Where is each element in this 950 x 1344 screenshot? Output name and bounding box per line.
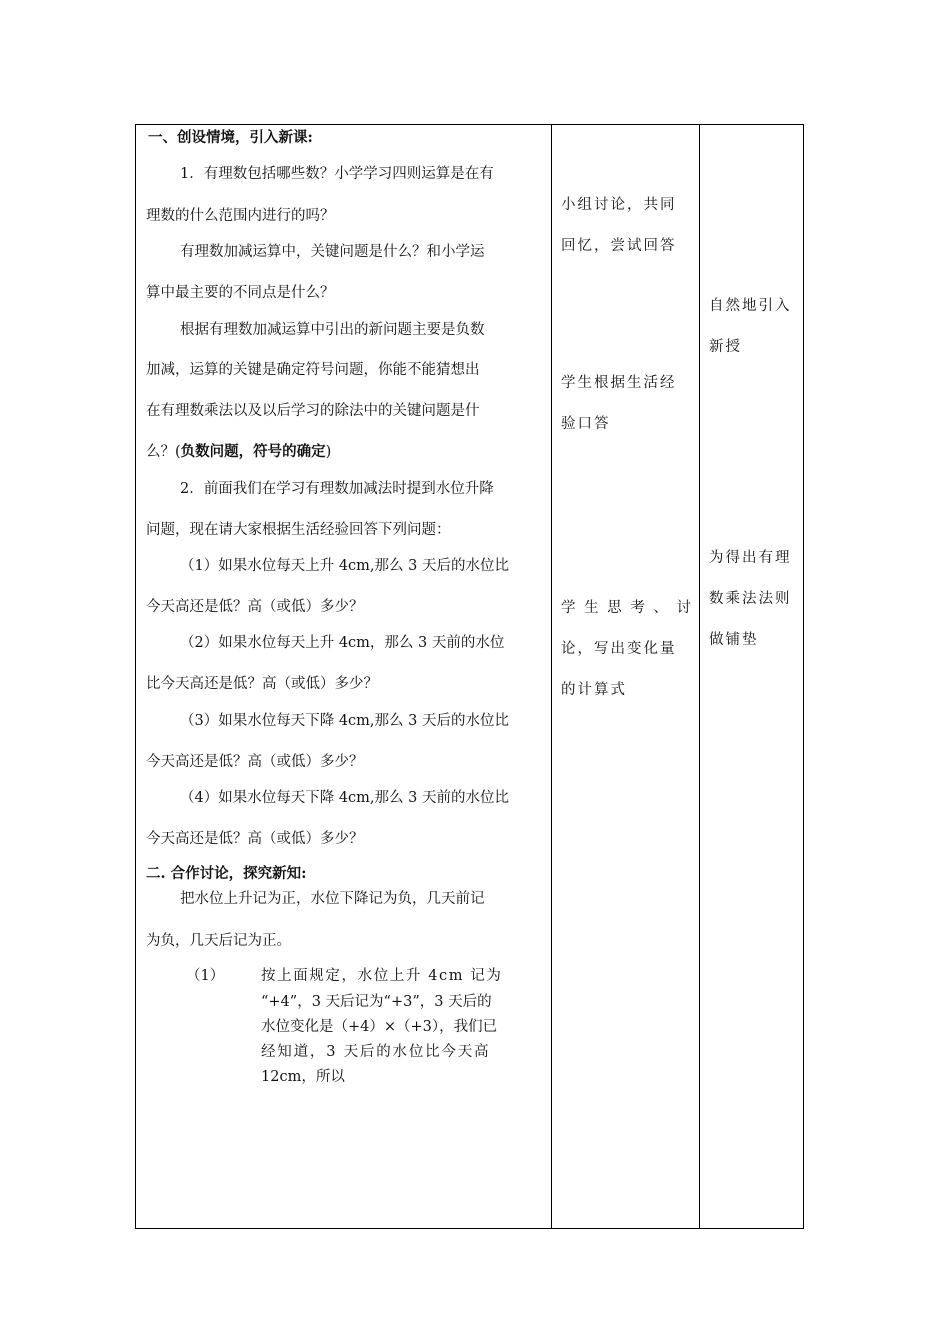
paragraph-3-line-1: 根据有理数加减运算中引出的新问题主要是负数 (180, 322, 485, 338)
paragraph-2-line-2: 算中最主要的不同点是什么？ (146, 285, 335, 301)
activity-1-line-1: 小组讨论，共同 (561, 197, 677, 213)
note-2-line-1: 为得出有理 (709, 550, 792, 566)
question-1-line-2: 今天高还是低？高（或低）多少？ (146, 599, 364, 615)
section-1-heading: 一、创设情境，引入新课: (148, 129, 313, 146)
teaching-content-column (136, 125, 551, 1228)
item-1-line-3: 水位变化是（+4）×（+3），我们已 (261, 1019, 498, 1035)
question-1-line-1: （1）如果水位每天上升 4cm,那么 3 天后的水位比 (180, 558, 509, 574)
note-1-line-2: 新授 (709, 339, 742, 355)
activity-3-line-2: 论，写出变化量 (561, 641, 677, 657)
item-1-label: （1） (186, 968, 225, 984)
activity-3-line-1: 学 生 思 考 、 讨 (561, 600, 694, 616)
question-3-line-2: 今天高还是低？高（或低）多少？ (146, 754, 364, 770)
item-1-line-2: “+4”，3 天后记为“+3”，3 天后的 (261, 994, 492, 1010)
paragraph-3-line-4-end: ) (325, 444, 332, 460)
question-4-line-1: （4）如果水位每天下降 4cm,那么 3 天前的水位比 (180, 790, 509, 806)
design-intent-column (700, 125, 804, 1228)
section-2-heading: 二. 合作讨论，探究新知: (146, 865, 307, 882)
activity-1-line-2: 回忆，尝试回答 (561, 238, 677, 254)
section-2-line-1: 把水位上升记为正，水位下降记为负，几天前记 (180, 891, 485, 907)
paragraph-4-line-1: 2．前面我们在学习有理数加减法时提到水位升降 (180, 481, 494, 497)
question-3-line-1: （3）如果水位每天下降 4cm,那么 3 天后的水位比 (180, 713, 509, 729)
paragraph-2-line-1: 有理数加减运算中，关键问题是什么？和小学运 (180, 244, 485, 260)
paragraph-3-line-4-plain: 么？( (146, 444, 181, 460)
note-1-line-1: 自然地引入 (709, 298, 792, 314)
paragraph-1-line-1: 1．有理数包括哪些数？小学学习四则运算是在有 (180, 166, 494, 182)
section-2-line-2: 为负，几天后记为正。 (146, 933, 291, 949)
question-2-line-1: （2）如果水位每天上升 4cm，那么 3 天前的水位 (180, 635, 505, 651)
paragraph-4-line-2: 问题，现在请大家根据生活经验回答下列问题： (146, 522, 451, 538)
note-2-line-2: 数乘法法则 (709, 591, 792, 607)
paragraph-3-line-3: 在有理数乘法以及以后学习的除法中的关键问题是什 (146, 403, 480, 419)
activity-3-line-3: 的计算式 (561, 682, 627, 698)
paragraph-3-line-4-bold: 负数问题，符号的确定 (180, 443, 326, 460)
question-2-line-2: 比今天高还是低？高（或低）多少？ (146, 676, 378, 692)
paragraph-3-line-4 (146, 443, 331, 461)
item-1-line-4: 经知道，3 天后的水位比今天高 (261, 1044, 491, 1060)
item-1-line-5: 12cm，所以 (261, 1069, 345, 1085)
lesson-table (135, 124, 804, 1229)
question-4-line-2: 今天高还是低？高（或低）多少？ (146, 831, 364, 847)
note-2-line-3: 做铺垫 (709, 632, 759, 648)
item-1-line-1: 按上面规定，水位上升 4cm 记为 (261, 968, 503, 984)
paragraph-1-line-2: 理数的什么范围内进行的吗？ (146, 208, 335, 224)
paragraph-3-line-2: 加减，运算的关键是确定符号问题，你能不能猜想出 (146, 362, 480, 378)
student-activity-column (552, 125, 699, 1228)
activity-2-line-1: 学生根据生活经 (561, 375, 677, 391)
activity-2-line-2: 验口答 (561, 416, 611, 432)
